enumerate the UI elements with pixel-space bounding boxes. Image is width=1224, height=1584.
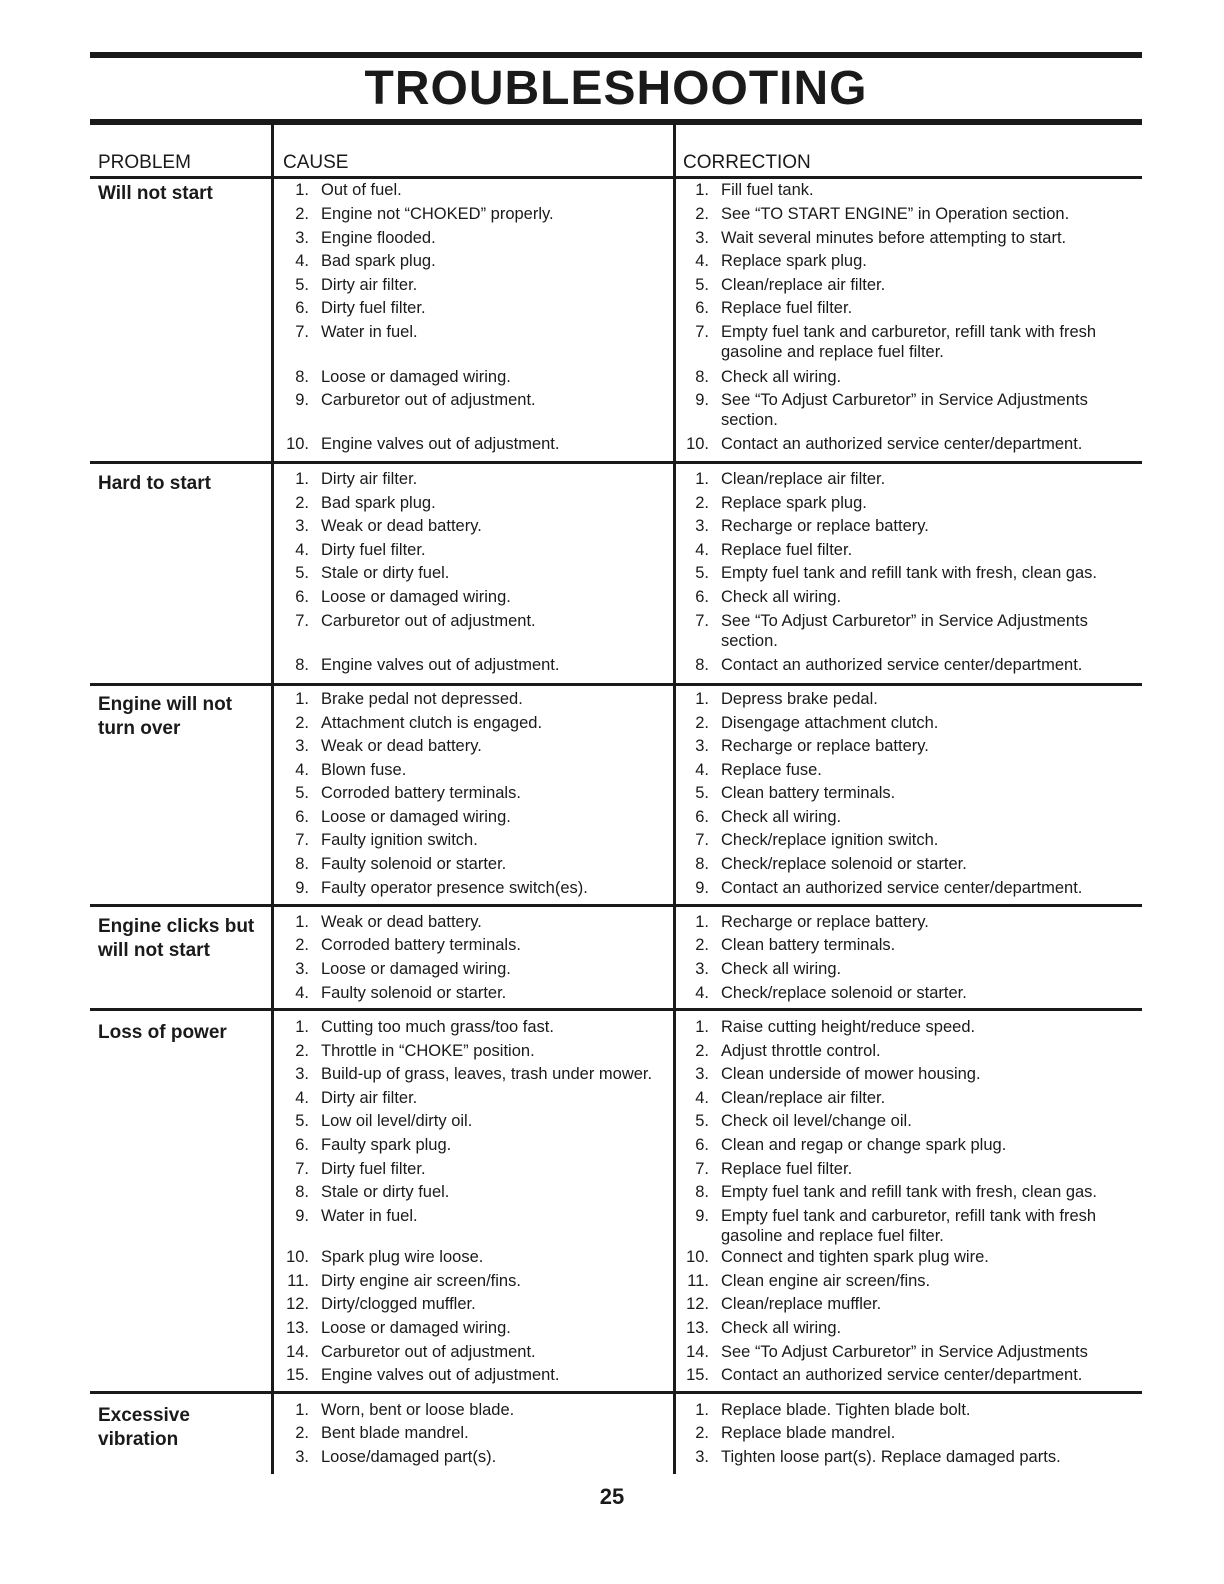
title-top-rule xyxy=(90,52,1142,58)
item-text: Dirty air filter. xyxy=(321,276,418,294)
item-number: 7. xyxy=(295,1160,309,1178)
item-number: 1. xyxy=(695,690,709,708)
item-number: 3. xyxy=(695,1065,709,1083)
item-number: 10. xyxy=(686,1248,709,1266)
item-number: 10. xyxy=(286,435,309,453)
item-number: 9. xyxy=(695,1207,709,1225)
item-number: 5. xyxy=(295,1112,309,1130)
item-text: See “To Adjust Carburetor” in Service Adjustments xyxy=(721,1343,1088,1361)
item-text-continued: gasoline and replace fuel filter. xyxy=(721,343,944,361)
item-text-continued: gasoline and replace fuel filter. xyxy=(721,1227,944,1245)
item-text: Adjust throttle control. xyxy=(721,1042,881,1060)
item-number: 14. xyxy=(286,1343,309,1361)
item-text: Worn, bent or loose blade. xyxy=(321,1401,515,1419)
item-text: Weak or dead battery. xyxy=(321,737,482,755)
item-text: Clean underside of mower housing. xyxy=(721,1065,981,1083)
item-text: Low oil level/dirty oil. xyxy=(321,1112,473,1130)
item-text: See “TO START ENGINE” in Operation section. xyxy=(721,205,1070,223)
item-text: Corroded battery terminals. xyxy=(321,936,521,954)
problem-label-line: Hard to start xyxy=(98,473,211,494)
item-text: Water in fuel. xyxy=(321,1207,418,1225)
item-number: 7. xyxy=(695,1160,709,1178)
item-text: Replace spark plug. xyxy=(721,252,867,270)
item-number: 13. xyxy=(686,1319,709,1337)
page-number: 25 xyxy=(599,1484,625,1509)
item-number: 9. xyxy=(295,879,309,897)
problem-label xyxy=(98,1404,268,1452)
item-text: Check/replace solenoid or starter. xyxy=(721,984,967,1002)
item-text: Replace blade mandrel. xyxy=(721,1424,896,1442)
item-number: 9. xyxy=(695,391,709,409)
item-text: Clean battery terminals. xyxy=(721,936,896,954)
item-text: Faulty solenoid or starter. xyxy=(321,984,507,1002)
item-number: 1. xyxy=(295,181,309,199)
item-number: 3. xyxy=(295,737,309,755)
item-text-continued: section. xyxy=(721,411,778,429)
item-text: Check all wiring. xyxy=(721,588,842,606)
problem-label-line: Engine clicks but xyxy=(98,916,255,937)
item-text: Faulty ignition switch. xyxy=(321,831,478,849)
item-text: Disengage attachment clutch. xyxy=(721,714,939,732)
item-number: 3. xyxy=(695,517,709,535)
item-number: 8. xyxy=(295,1183,309,1201)
item-number: 2. xyxy=(295,1042,309,1060)
item-number: 1. xyxy=(295,1401,309,1419)
item-number: 10. xyxy=(286,1248,309,1266)
problem-label xyxy=(98,693,268,741)
item-number: 2. xyxy=(295,1424,309,1442)
item-number: 2. xyxy=(695,205,709,223)
item-number: 2. xyxy=(295,714,309,732)
item-text: Loose or damaged wiring. xyxy=(321,368,511,386)
item-number: 1. xyxy=(295,690,309,708)
item-text: Corroded battery terminals. xyxy=(321,784,521,802)
item-number: 2. xyxy=(695,1424,709,1442)
item-text: Weak or dead battery. xyxy=(321,517,482,535)
item-text: Out of fuel. xyxy=(321,181,402,199)
item-text: Tighten loose part(s). Replace damaged parts. xyxy=(721,1448,1061,1466)
header-cause: CAUSE xyxy=(283,152,349,173)
item-number: 1. xyxy=(695,1401,709,1419)
item-text: Clean/replace muffler. xyxy=(721,1295,882,1313)
item-text: Engine valves out of adjustment. xyxy=(321,656,560,674)
item-text: See “To Adjust Carburetor” in Service Adjustments xyxy=(721,612,1088,630)
item-text: Clean/replace air filter. xyxy=(721,1089,886,1107)
item-number: 5. xyxy=(295,784,309,802)
item-text: Brake pedal not depressed. xyxy=(321,690,523,708)
item-text: Dirty fuel filter. xyxy=(321,1160,426,1178)
item-number: 8. xyxy=(295,368,309,386)
item-text: Engine flooded. xyxy=(321,229,436,247)
item-text: Engine valves out of adjustment. xyxy=(321,1366,560,1384)
item-text: Replace fuel filter. xyxy=(721,541,853,559)
item-number: 12. xyxy=(286,1295,309,1313)
item-number: 1. xyxy=(295,1018,309,1036)
item-number: 3. xyxy=(295,229,309,247)
item-text: Blown fuse. xyxy=(321,761,407,779)
item-number: 1. xyxy=(695,470,709,488)
item-text: Faulty operator presence switch(es). xyxy=(321,879,588,897)
problem-label-line: turn over xyxy=(98,718,181,739)
item-text: Engine valves out of adjustment. xyxy=(321,435,560,453)
item-text: Recharge or replace battery. xyxy=(721,737,929,755)
item-number: 4. xyxy=(295,984,309,1002)
item-number: 11. xyxy=(287,1272,309,1290)
item-number: 5. xyxy=(695,784,709,802)
item-number: 7. xyxy=(295,323,309,341)
item-text: Dirty air filter. xyxy=(321,1089,418,1107)
item-text-continued: section. xyxy=(721,632,778,650)
section-separator xyxy=(90,1391,1142,1394)
item-text: Check/replace ignition switch. xyxy=(721,831,939,849)
problem-label xyxy=(98,915,268,963)
item-text: Replace fuse. xyxy=(721,761,822,779)
item-number: 6. xyxy=(295,808,309,826)
problem-label xyxy=(98,1021,268,1045)
item-number: 14. xyxy=(686,1343,709,1361)
item-number: 8. xyxy=(695,855,709,873)
item-text: Dirty air filter. xyxy=(321,470,418,488)
item-number: 1. xyxy=(295,913,309,931)
problem-label-line: Excessive xyxy=(98,1405,190,1426)
item-number: 7. xyxy=(695,612,709,630)
item-number: 6. xyxy=(695,299,709,317)
problem-label-line: Engine will not xyxy=(98,694,233,715)
item-text: Dirty fuel filter. xyxy=(321,299,426,317)
item-text: Check all wiring. xyxy=(721,808,842,826)
header-problem: PROBLEM xyxy=(98,152,191,173)
item-number: 8. xyxy=(295,656,309,674)
item-text: Faulty solenoid or starter. xyxy=(321,855,507,873)
header-separator xyxy=(90,176,1142,179)
item-text: Cutting too much grass/too fast. xyxy=(321,1018,554,1036)
item-number: 6. xyxy=(695,588,709,606)
item-text: Bad spark plug. xyxy=(321,494,436,512)
item-text: Contact an authorized service center/department. xyxy=(721,1366,1083,1384)
item-number: 4. xyxy=(295,252,309,270)
problem-label-line: Loss of power xyxy=(98,1022,227,1043)
item-text: Attachment clutch is engaged. xyxy=(321,714,543,732)
problem-label-line: will not start xyxy=(98,940,210,961)
item-number: 3. xyxy=(695,229,709,247)
item-number: 3. xyxy=(695,960,709,978)
item-text: Check/replace solenoid or starter. xyxy=(721,855,967,873)
item-text: Bent blade mandrel. xyxy=(321,1424,469,1442)
item-text: Empty fuel tank and carburetor, refill tank with fresh xyxy=(721,1207,1097,1225)
item-text: Carburetor out of adjustment. xyxy=(321,612,536,630)
item-text: Fill fuel tank. xyxy=(721,181,814,199)
item-number: 7. xyxy=(295,831,309,849)
item-text: Loose or damaged wiring. xyxy=(321,960,511,978)
item-text: Clean/replace air filter. xyxy=(721,276,886,294)
column-divider-cause xyxy=(271,125,274,1474)
item-number: 6. xyxy=(295,1136,309,1154)
item-number: 8. xyxy=(295,855,309,873)
item-text: Engine not “CHOKED” properly. xyxy=(321,205,554,223)
item-number: 12. xyxy=(686,1295,709,1313)
item-number: 7. xyxy=(695,323,709,341)
item-number: 8. xyxy=(695,656,709,674)
item-number: 3. xyxy=(695,1448,709,1466)
item-number: 7. xyxy=(695,831,709,849)
item-number: 9. xyxy=(295,1207,309,1225)
item-text: Loose/damaged part(s). xyxy=(321,1448,497,1466)
item-text: Carburetor out of adjustment. xyxy=(321,391,536,409)
item-number: 5. xyxy=(695,1112,709,1130)
item-text: Replace spark plug. xyxy=(721,494,867,512)
item-number: 5. xyxy=(295,276,309,294)
section-separator xyxy=(90,683,1142,686)
item-text: Dirty fuel filter. xyxy=(321,541,426,559)
item-number: 10. xyxy=(686,435,709,453)
item-text: Check all wiring. xyxy=(721,960,842,978)
item-text: Replace blade. Tighten blade bolt. xyxy=(721,1401,971,1419)
item-text: Check oil level/change oil. xyxy=(721,1112,912,1130)
item-number: 15. xyxy=(686,1366,709,1384)
item-number: 9. xyxy=(295,391,309,409)
item-text: Contact an authorized service center/department. xyxy=(721,435,1083,453)
item-text: Clean engine air screen/fins. xyxy=(721,1272,931,1290)
item-number: 8. xyxy=(695,368,709,386)
column-divider-correction xyxy=(673,125,676,1474)
item-text: Clean/replace air filter. xyxy=(721,470,886,488)
item-number: 1. xyxy=(695,913,709,931)
item-number: 2. xyxy=(295,936,309,954)
item-text: Wait several minutes before attempting to start. xyxy=(721,229,1067,247)
problem-label xyxy=(98,472,268,496)
item-number: 2. xyxy=(695,1042,709,1060)
item-number: 1. xyxy=(695,181,709,199)
item-number: 3. xyxy=(295,1448,309,1466)
item-number: 1. xyxy=(295,470,309,488)
item-number: 2. xyxy=(295,494,309,512)
item-text: Contact an authorized service center/department. xyxy=(721,656,1083,674)
item-number: 4. xyxy=(695,1089,709,1107)
item-text: Spark plug wire loose. xyxy=(321,1248,484,1266)
item-number: 4. xyxy=(295,541,309,559)
item-number: 4. xyxy=(295,1089,309,1107)
item-number: 2. xyxy=(295,205,309,223)
item-text: Clean and regap or change spark plug. xyxy=(721,1136,1007,1154)
item-text: Faulty spark plug. xyxy=(321,1136,452,1154)
item-number: 2. xyxy=(695,936,709,954)
item-text: Clean battery terminals. xyxy=(721,784,896,802)
item-text: Loose or damaged wiring. xyxy=(321,808,511,826)
item-text: Raise cutting height/reduce speed. xyxy=(721,1018,976,1036)
item-number: 1. xyxy=(695,1018,709,1036)
item-number: 4. xyxy=(695,761,709,779)
problem-label-line: Will not start xyxy=(98,183,213,204)
item-number: 6. xyxy=(295,588,309,606)
item-number: 5. xyxy=(695,564,709,582)
item-number: 2. xyxy=(695,494,709,512)
item-number: 6. xyxy=(695,1136,709,1154)
section-separator xyxy=(90,904,1142,907)
item-text: Connect and tighten spark plug wire. xyxy=(721,1248,989,1266)
item-text: Contact an authorized service center/department. xyxy=(721,879,1083,897)
item-text: Build-up of grass, leaves, trash under mower. xyxy=(321,1065,653,1083)
section-separator xyxy=(90,1008,1142,1011)
item-text: Check all wiring. xyxy=(721,368,842,386)
item-text: Carburetor out of adjustment. xyxy=(321,1343,536,1361)
item-text: Recharge or replace battery. xyxy=(721,913,929,931)
item-number: 5. xyxy=(295,564,309,582)
item-number: 6. xyxy=(295,299,309,317)
item-text: Water in fuel. xyxy=(321,323,418,341)
item-number: 3. xyxy=(295,517,309,535)
item-text: Replace fuel filter. xyxy=(721,299,853,317)
item-number: 3. xyxy=(295,1065,309,1083)
item-text: Empty fuel tank and refill tank with fresh, clean gas. xyxy=(721,1183,1098,1201)
item-number: 6. xyxy=(695,808,709,826)
item-number: 9. xyxy=(695,879,709,897)
item-text: Loose or damaged wiring. xyxy=(321,1319,511,1337)
item-text: Weak or dead battery. xyxy=(321,913,482,931)
item-text: Dirty/clogged muffler. xyxy=(321,1295,476,1313)
item-text: Recharge or replace battery. xyxy=(721,517,929,535)
item-text: Stale or dirty fuel. xyxy=(321,564,450,582)
item-number: 13. xyxy=(286,1319,309,1337)
item-number: 15. xyxy=(286,1366,309,1384)
item-number: 8. xyxy=(695,1183,709,1201)
item-text: Replace fuel filter. xyxy=(721,1160,853,1178)
problem-label-line: vibration xyxy=(98,1429,179,1450)
page-title: TROUBLESHOOTING xyxy=(364,62,868,115)
item-text: See “To Adjust Carburetor” in Service Adjustments xyxy=(721,391,1088,409)
item-text: Bad spark plug. xyxy=(321,252,436,270)
section-separator xyxy=(90,461,1142,464)
item-text: Empty fuel tank and refill tank with fresh, clean gas. xyxy=(721,564,1098,582)
item-text: Throttle in “CHOKE” position. xyxy=(321,1042,535,1060)
item-text: Loose or damaged wiring. xyxy=(321,588,511,606)
item-text: Check all wiring. xyxy=(721,1319,842,1337)
item-number: 4. xyxy=(695,984,709,1002)
item-number: 7. xyxy=(295,612,309,630)
item-text: Dirty engine air screen/fins. xyxy=(321,1272,521,1290)
item-text: Stale or dirty fuel. xyxy=(321,1183,450,1201)
item-number: 4. xyxy=(695,252,709,270)
item-text: Depress brake pedal. xyxy=(721,690,878,708)
item-number: 5. xyxy=(695,276,709,294)
item-number: 11. xyxy=(687,1272,709,1290)
problem-label xyxy=(98,182,268,206)
header-correction: CORRECTION xyxy=(683,152,811,173)
item-number: 2. xyxy=(695,714,709,732)
item-text: Empty fuel tank and carburetor, refill tank with fresh xyxy=(721,323,1097,341)
item-number: 4. xyxy=(295,761,309,779)
item-number: 3. xyxy=(295,960,309,978)
title-bottom-rule xyxy=(90,119,1142,125)
item-number: 4. xyxy=(695,541,709,559)
item-number: 3. xyxy=(695,737,709,755)
